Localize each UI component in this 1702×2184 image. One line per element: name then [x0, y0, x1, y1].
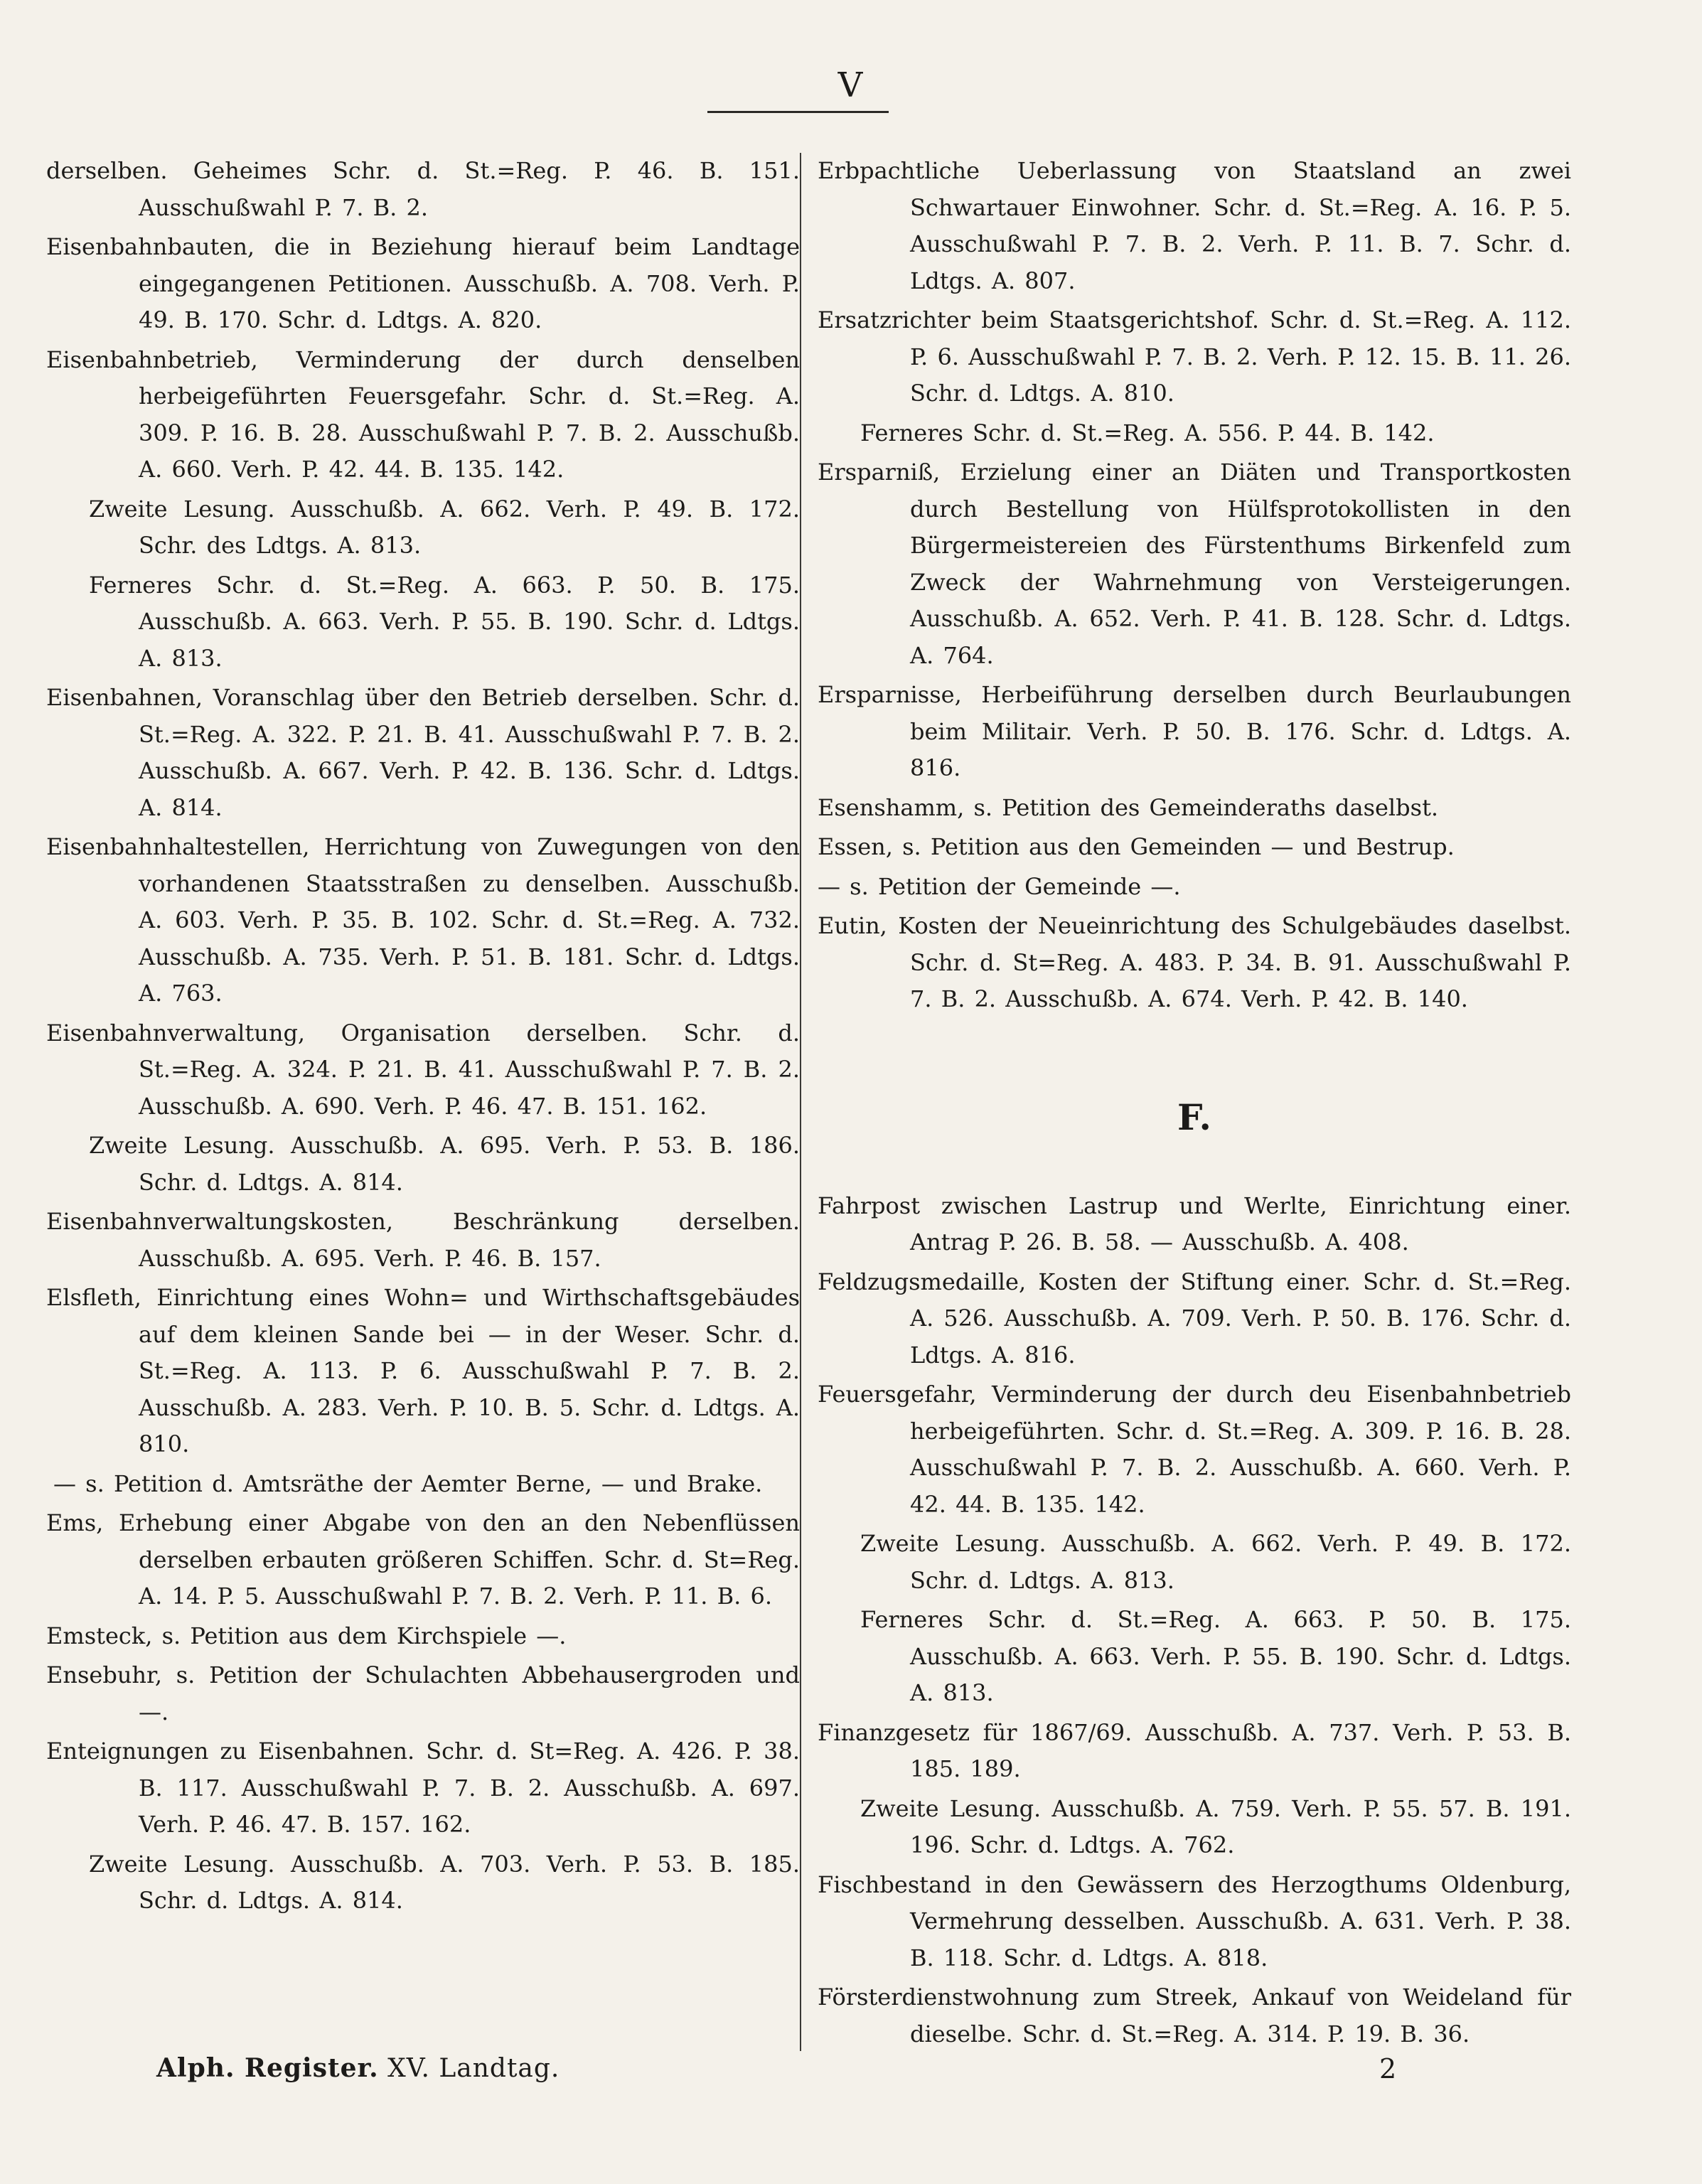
index-entry: Fahrpost zwischen Lastrup und Werlte, Einrichtung einer. Antrag P. 26. B. 58. — Ausschußb. A. 408. [818, 1192, 1571, 1256]
index-entry: derselben. Geheimes Schr. d. St.=Reg. P. 46. B. 151. Ausschußwahl P. 7. B. 2. [46, 157, 800, 221]
index-entry: Eisenbahnen, Voranschlag über den Betrieb derselben. Schr. d. St.=Reg. A. 322. P. 21. B. 41. Ausschußwahl P. 7. B. 2. Ausschußb. A. 667. Verh. P. 42. B. 136. Schr. d. Ldtgs. A. 814. [46, 684, 800, 821]
right-column [818, 153, 1571, 2055]
index-entry: Eisenbahnbauten, die in Beziehung hierauf beim Landtage eingegangenen Petitionen. Ausschußb. A. 708. Verh. P. 49. B. 170. Schr. d. Ldtgs. A. 820. [46, 233, 800, 333]
index-subentry: Zweite Lesung. Ausschußb. A. 759. Verh. P. 55. 57. B. 191. 196. Schr. d. Ldtgs. A. 762. [860, 1794, 1571, 1858]
index-subentry: Ferneres Schr. d. St.=Reg. A. 663. P. 50. B. 175. Ausschußb. A. 663. Verh. P. 55. B. 190. Schr. d. Ldtgs. A. 813. [860, 1606, 1571, 1706]
index-entry: Fischbestand in den Gewässern des Herzogthums Oldenburg, Vermehrung desselben. Ausschußb. A. 631. Verh. P. 38. B. 118. Schr. d. Ldtgs. A. 818. [818, 1870, 1571, 1971]
left-column [46, 153, 800, 1922]
index-entry: Finanzgesetz für 1867/69. Ausschußb. A. 737. Verh. P. 53. B. 185. 189. [818, 1718, 1571, 1782]
sheet-number: 2 [1379, 2053, 1397, 2084]
footer-register-title [156, 2053, 560, 2083]
index-subentry: Zweite Lesung. Ausschußb. A. 662. Verh. P. 49. B. 172. Schr. d. Ldtgs. A. 813. [860, 1530, 1571, 1594]
index-entry: Ensebuhr, s. Petition der Schulachten Abbehausergroden und —. [46, 1661, 800, 1725]
index-entry: Enteignungen zu Eisenbahnen. Schr. d. St=Reg. A. 426. P. 38. B. 117. Ausschußwahl P. 7. B. 2. Ausschußb. A. 697. Verh. P. 46. 47. B. 157. 162. [46, 1738, 800, 1838]
index-entry: Erbpachtliche Ueberlassung von Staatsland an zwei Schwartauer Einwohner. Schr. d. St.=Reg. A. 16. P. 5. Ausschußwahl P. 7. B. 2. Verh. P. 11. B. 7. Schr. d. Ldtgs. A. 807. [818, 157, 1571, 294]
index-subentry: Zweite Lesung. Ausschußb. A. 662. Verh. P. 49. B. 172. Schr. des Ldtgs. A. 813. [89, 495, 800, 559]
index-subentry: Zweite Lesung. Ausschußb. A. 695. Verh. P. 53. B. 186. Schr. d. Ldtgs. A. 814. [89, 1132, 800, 1196]
session-label: XV. Landtag. [387, 2054, 560, 2083]
column-divider [800, 153, 801, 2051]
index-entry: Eisenbahnhaltestellen, Herrichtung von Zuwegungen von den vorhandenen Staatsstraßen zu denselben. Ausschußb. A. 603. Verh. P. 35. B. 102. Schr. d. St.=Reg. A. 732. Ausschußb. A. 735. Verh. P. 51. B. 181. Schr. d. Ldtgs. A. 763. [46, 833, 800, 1007]
page-number: V [837, 65, 865, 105]
index-entry: Försterdienstwohnung zum Streek, Ankauf von Weideland für dieselbe. Schr. d. St.=Reg. A. 314. P. 19. B. 36. [818, 1984, 1571, 2048]
index-entry: Ems, Erhebung einer Abgabe von den an den Nebenflüssen derselben erbauten größeren Schiffen. Schr. d. St=Reg. A. 14. P. 5. Ausschußwahl P. 7. B. 2. Verh. P. 11. B. 6. [46, 1509, 800, 1610]
index-subentry: Ferneres Schr. d. St.=Reg. A. 663. P. 50. B. 175. Ausschußb. A. 663. Verh. P. 55. B. 190. Schr. d. Ldtgs. A. 813. [89, 571, 800, 672]
index-entry: Eisenbahnverwaltungskosten, Beschränkung derselben. Ausschußb. A. 695. Verh. P. 46. B. 157. [46, 1208, 800, 1272]
header-rule [707, 111, 889, 113]
index-entry: — s. Petition der Gemeinde —. [818, 872, 1181, 900]
index-entry: Ersparnisse, Herbeiführung derselben durch Beurlaubungen beim Militair. Verh. P. 50. B. 176. Schr. d. Ldtgs. A. 816. [818, 681, 1571, 781]
index-entry: Feuersgefahr, Verminderung der durch deu Eisenbahnbetrieb herbeigeführten. Schr. d. St.=Reg. A. 309. P. 16. B. 28. Ausschußwahl P. 7. B. 2. Ausschußb. A. 660. Verh. P. 42. 44. B. 135. 142. [818, 1381, 1571, 1518]
index-entry: Feldzugsmedaille, Kosten der Stiftung einer. Schr. d. St.=Reg. A. 526. Ausschußb. A. 709. Verh. P. 50. B. 176. Schr. d. Ldtgs. A. 816. [818, 1268, 1571, 1369]
index-entry: Esenshamm, s. Petition des Gemeinderaths daselbst. [818, 793, 1439, 821]
index-subentry: — s. Petition d. Amtsräthe der Aemter Berne, — und Brake. [53, 1470, 763, 1497]
index-entry: Elsfleth, Einrichtung eines Wohn= und Wirthschaftsgebäudes auf dem kleinen Sande bei — in der Weser. Schr. d. St.=Reg. A. 113. P. 6. Ausschußwahl P. 7. B. 2. Ausschußb. A. 283. Verh. P. 10. B. 5. Schr. d. Ldtgs. A. 810. [46, 1284, 800, 1457]
index-entry: Eutin, Kosten der Neueinrichtung des Schulgebäudes daselbst. Schr. d. St=Reg. A. 483. P. 34. B. 91. Ausschußwahl P. 7. B. 2. Ausschußb. A. 674. Verh. P. 42. B. 140. [818, 912, 1571, 1012]
section-letter: F. [1177, 1096, 1211, 1138]
index-subentry: Ferneres Schr. d. St.=Reg. A. 556. P. 44. B. 142. [860, 419, 1435, 446]
index-entry: Eisenbahnverwaltung, Organisation derselben. Schr. d. St.=Reg. A. 324. P. 21. B. 41. Ausschußwahl P. 7. B. 2. Ausschußb. A. 690. Verh. P. 46. 47. B. 151. 162. [46, 1019, 800, 1120]
register-label: Alph. Register. [156, 2053, 379, 2083]
index-entry: Emsteck, s. Petition aus dem Kirchspiele —. [46, 1622, 567, 1649]
index-subentry: Zweite Lesung. Ausschußb. A. 703. Verh. P. 53. B. 185. Schr. d. Ldtgs. A. 814. [89, 1850, 800, 1914]
index-entry: Ersparniß, Erzielung einer an Diäten und Transportkosten durch Bestellung von Hülfsprotokollisten in den Bürgermeistereien des Fürstenthums Birkenfeld zum Zweck der Wahrnehmung von Versteigerungen. Ausschußb. A. 652. Verh. P. 41. B. 128. Schr. d. Ldtgs. A. 764. [818, 459, 1571, 669]
index-entry: Eisenbahnbetrieb, Verminderung der durch denselben herbeigeführten Feuersgefahr. Schr. d. St.=Reg. A. 309. P. 16. B. 28. Ausschußwahl P. 7. B. 2. Ausschußb. A. 660. Verh. P. 42. 44. B. 135. 142. [46, 346, 800, 483]
index-entry: Essen, s. Petition aus den Gemeinden — und Bestrup. [818, 833, 1455, 860]
index-entry: Ersatzrichter beim Staatsgerichtshof. Schr. d. St.=Reg. A. 112. P. 6. Ausschußwahl P. 7. B. 2. Verh. P. 12. 15. B. 11. 26. Schr. d. Ldtgs. A. 810. [818, 306, 1571, 407]
